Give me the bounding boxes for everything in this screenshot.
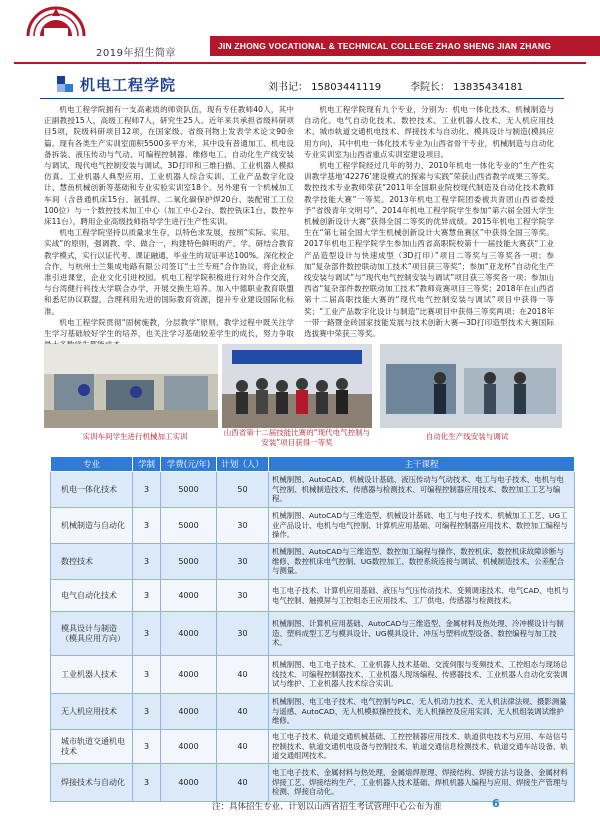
header-plan: 计划（人） <box>217 457 269 472</box>
major-name: 机械制造与自动化 <box>51 508 133 544</box>
fee-value: 4000 <box>161 764 217 802</box>
header-years: 学制 <box>133 457 161 472</box>
footnote: 注：具体招生专业、计划以山西省招生考试管理中心公布为准 <box>212 802 442 812</box>
fee-value: 4000 <box>161 656 217 694</box>
courses-value: 电工电子技术、金属材料与热处理、金属熔焊原理、焊接结构、焊接方法与设备、金属材料焊接工艺、焊接结构生产、工业机器人技术基础、焊机机器人编程与应用、焊接生产管理与检测、焊接自动化。 <box>269 764 575 802</box>
courses-value: 机械制图、计算机应用基础、AutoCAD与三维造型、金属材料及热处理、冷冲模设计与制造、塑料成型工艺与模具设计、UG模具设计、冲压与塑料成型设备、数控编程与加工技术。 <box>269 612 575 656</box>
photo-caption-competition: 山西省第十二届技能比赛的“现代电气控制与安装”项目获得一等奖 <box>223 428 371 447</box>
plan-value: 30 <box>217 612 269 656</box>
page-header <box>0 0 600 62</box>
photo-caption-production-line: 自动化生产线安装与调试 <box>425 432 509 441</box>
college-banner: JIN ZHONG VOCATIONAL & TECHNICAL COLLEGE ZHAO SHENG JIAN ZHANG <box>210 36 600 56</box>
courses-value: 机械制图、AutoCAD与三维造型、数控加工编程与操作、数控机床、数控机床故障诊断与维修、数控机床电气控制、UG数控加工、数控系统连接与调试、机械制造技术、公差配合与测量。 <box>269 544 575 580</box>
years-value: 3 <box>133 580 161 612</box>
fee-value: 4000 <box>161 612 217 656</box>
years-value: 3 <box>133 694 161 730</box>
table-row <box>51 544 575 580</box>
section-bullet-icon <box>56 75 74 93</box>
fee-value: 5000 <box>161 472 217 508</box>
years-value: 3 <box>133 472 161 508</box>
major-name: 焊接技术与自动化 <box>51 764 133 802</box>
fee-value: 4000 <box>161 580 217 612</box>
header-divider <box>14 62 586 64</box>
header-fee: 学费(元/年) <box>161 457 217 472</box>
courses-value: 机械制图、AutoCAD、机械设计基础、液压传动与气动技术、电工与电子技术、电机与电气控制、机械制造技术、传感器与检测技术、可编程控制器应用技术、数控加工工艺与编程。 <box>269 472 575 508</box>
courses-value: 机械制图、电工电子技术、电气控制与PLC、无人机动力技术、无人机法律法规、摄影测量与遥感、AutoCAD、无人机模拟操控技术、无人机操控及应用实训、无人机组装调试维护维修。 <box>269 694 575 730</box>
fee-value: 5000 <box>161 544 217 580</box>
plan-value: 50 <box>217 472 269 508</box>
major-name: 工业机器人技术 <box>51 656 133 694</box>
intro-paragraph: 机电工程学院坚持以质量求生存，以特色求发展，按照“实际、实用、实战”的原则，强调教、学、做合一，构建特色鲜明的产、学、研结合教育教学模式，实行以证代考、课证融通，毕业生的双证率达100%。深化校企合作，与杭州士兰集成电路有限公司签订“士兰专班”合作协议，将企业标准引进课堂，企业文化引进校园。机电工程学院积极进行对外合作交流，与台湾健行科技大学联合办学，开展交换生培养。加入中德职业教育联盟和悉尼协议联盟，合理利用先进的国际教育资源，提升专业建设国际化标准。 <box>44 228 294 316</box>
competition-photo <box>222 344 372 428</box>
courses-value: 机械制图、电工电子技术、工业机器人技术基础、交流伺服与变频技术、工控组态与现场总线技术、可编程控制器技术、工业机器人现场编程、传感器技术、工业机器人自动化安装调试与维护、工业机器人技术综合实训。 <box>269 656 575 694</box>
intro-paragraph: 机电工程学院经过几年的努力，2010年机电一体化专业的“生产性实训教学基地‘42276’建设模式的探索与实践”荣获山西省教学成果三等奖。数控技术专业教师荣获“2011年全国职业院校现代制造及自动化技术教师教学技能大赛”一等奖。2013年机电工程学院团委被共青团山西省委授予“省级青年文明号”。2014年机电工程学院学生参加“第六届全国大学生机械创新设计大赛”获得全国二等奖的优异成绩。2015年机电工程学院学生在“第七届全国大学生机械创新设计大赛慧鱼赛区”中获得全国三等奖。2017年机电工程学院学生参加山西省高职院校第十一届技能大赛获“工业产品造型设计与快速成型（3D打印）”项目二等奖与三等奖各一项；参加“复杂部件数控联动加工技术”项目获三等奖”；参加“亚龙杯”自动化生产线安装与调试”与“现代电气控制安装与调试”项目获三等奖各一项；参加山西省“复杂部件数控联动加工技术”教师竞赛项目三等奖；2018年在山西省第十二届高职技能大赛的“现代电气控制安装与调试”项目中获得一等奖；“工业产品数字化设计与制造”比赛项目中获得三等奖两项；在2018年一带一路暨金砖国家技能发展与技术创新大赛—3D打印造型技术大赛国际选拔赛中荣获三等奖。 <box>304 161 554 339</box>
header-courses: 主干课程 <box>269 457 575 472</box>
table-row <box>51 656 575 694</box>
section-title: 机电工程学院 <box>80 76 177 94</box>
major-name: 无人机应用技术 <box>51 694 133 730</box>
major-name: 数控技术 <box>51 544 133 580</box>
program-table <box>50 456 575 802</box>
brochure-year-title: 2019年招生简章 <box>96 48 176 59</box>
contact-dean: 李院长： 13835434181 <box>410 82 524 93</box>
plan-value: 30 <box>217 544 269 580</box>
fee-value: 4000 <box>161 694 217 730</box>
plan-value: 30 <box>217 580 269 612</box>
contact-secretary: 刘书记： 15803441119 <box>268 82 382 93</box>
years-value: 3 <box>133 612 161 656</box>
major-name: 城市轨道交通机电技术 <box>51 730 133 764</box>
years-value: 3 <box>133 730 161 764</box>
header-major: 专业 <box>51 457 133 472</box>
plan-value: 40 <box>217 656 269 694</box>
intro-paragraph: 机电工程学院拥有一支高素质的师资队伍，现有专任教师40人，其中正副教授15人，高级工程师7人，研究生25人。近年来共承担省级科研项目5项，院级科研项目12项，在国家级、省级刊物上发表学术论文90余篇。现有各类生产实训室面积5500多平方米，其中设有普通加工、机电设备拆装、液压传动与气动、可编程控制器、维修电工、自动化生产线安装与调试、现代电气控制安装与调试、3D打印和三维扫描、工业机器人模拟仿真、工业机器人典型应用、工业机器人综合实训、工业产品数字化设计、慧鱼机械创新等基础和专业实验实训室18个。另外建有一个机械加工车间（含普通机床15台、氩弧焊、二氧化碳保护焊20台、装配钳工工位100位）与一个数控技术加工中心（加工中心2台、数控铣床1台、数控车床11台），聘用企业高级技师指导学生进行生产性实训。 <box>44 105 294 227</box>
workshop-photo <box>44 344 218 428</box>
section-heading <box>40 72 564 96</box>
courses-value: 机械制图、AutoCAD与三维造型、机械设计基础、电工与电子技术、机械加工工艺、UG工业产品设计、电机与电气控制、计算机应用基础、可编程控制器应用技术、数控加工编程与操作。 <box>269 508 575 544</box>
courses-value: 电工电子技术、计算机应用基础、液压与气压传动技术、变频调速技术、电气CAD、电机与电气控制、触摸屏与工控组态王应用技术、工厂供电、传感器与检测技术。 <box>269 580 575 612</box>
section-divider <box>40 98 564 99</box>
plan-value: 40 <box>217 694 269 730</box>
table-header-row <box>51 457 575 472</box>
years-value: 3 <box>133 508 161 544</box>
table-row <box>51 730 575 764</box>
production-line-photo <box>380 344 562 428</box>
major-name: 电气自动化技术 <box>51 580 133 612</box>
fee-value: 5000 <box>161 508 217 544</box>
intro-paragraph: 机电工程学院现有九个专业，分别为：机电一体化技术、机械制造与自动化、电气自动化技术、数控技术、工业机器人技术、无人机应用技术、城市轨道交通机电技术、焊接技术与自动化、模具设计与制造(模具应用方向)，其中机电一体化技术专业为山西省骨干专业，机械制造与自动化专业实训室为山西省重点实训室建设项目。 <box>304 105 554 159</box>
table-row <box>51 472 575 508</box>
years-value: 3 <box>133 764 161 802</box>
courses-value: 电工电子技术、轨道交通机械基础、工控控制器应用技术、轨道供电技术与应用、车站信号控制技术、轨道交通机电设备与控制技术、轨道交通信息检测技术、轨道交通车站设备、轨道交通组网技术。 <box>269 730 575 764</box>
college-logo-icon <box>22 2 90 62</box>
page-number: 6 <box>492 797 500 810</box>
photo-caption-workshop: 实训车间学生进行机械加工实训 <box>82 432 188 441</box>
table-row <box>51 612 575 656</box>
fee-value: 4000 <box>161 730 217 764</box>
major-name: 机电一体化技术 <box>51 472 133 508</box>
plan-value: 40 <box>217 730 269 764</box>
table-row <box>51 764 575 802</box>
years-value: 3 <box>133 544 161 580</box>
plan-value: 40 <box>217 764 269 802</box>
years-value: 3 <box>133 656 161 694</box>
table-row <box>51 508 575 544</box>
table-row <box>51 694 575 730</box>
intro-paragraph: 机电工程学院贯彻“固树施教，分层教学”原则，教学过程中既关注学生学习基础较好学生的培养，也关注学习基础较差学生的成长，努力争取 <box>44 317 294 339</box>
table-row <box>51 580 575 612</box>
major-name: 模具设计与制造（模具应用方向） <box>51 612 133 656</box>
plan-value: 30 <box>217 508 269 544</box>
